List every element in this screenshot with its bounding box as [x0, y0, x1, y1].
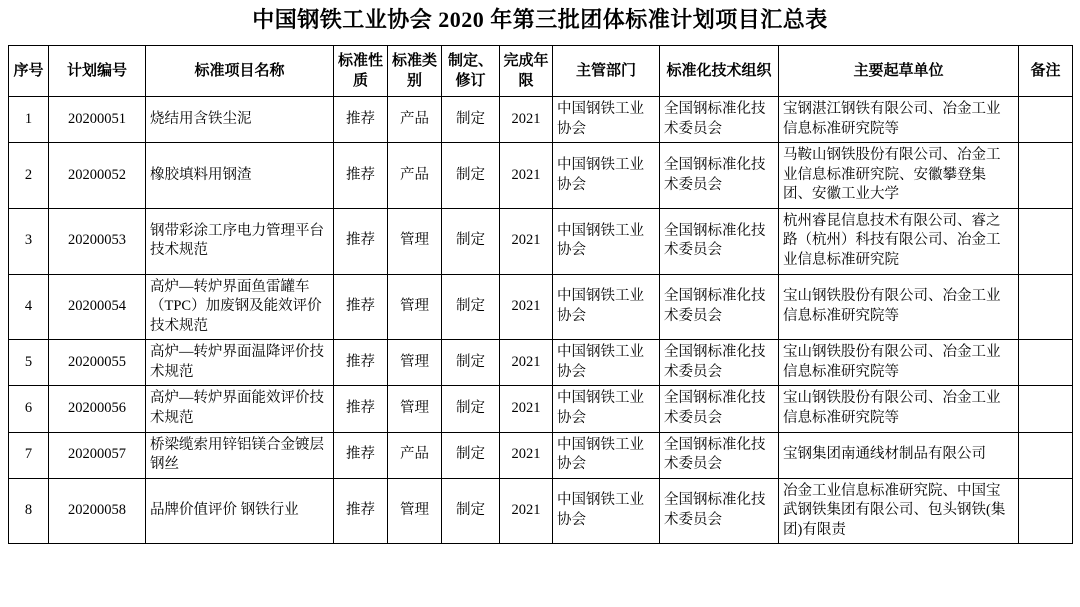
table-row — [9, 143, 1073, 209]
cell-year: 2021 — [500, 340, 553, 386]
column-header-drafter: 主要起草单位 — [779, 45, 1019, 97]
cell-year: 2021 — [500, 208, 553, 274]
cell-nature: 推荐 — [334, 386, 388, 432]
cell-dept: 中国钢铁工业协会 — [553, 97, 660, 143]
cell-nature: 推荐 — [334, 97, 388, 143]
cell-seq: 3 — [9, 208, 49, 274]
cell-nature: 推荐 — [334, 274, 388, 340]
cell-drafter: 马鞍山钢铁股份有限公司、冶金工业信息标准研究院、安徽攀登集团、安徽工业大学 — [779, 143, 1019, 209]
cell-name: 高炉—转炉界面温降评价技术规范 — [146, 340, 334, 386]
cell-code: 20200052 — [49, 143, 146, 209]
cell-drafter: 杭州睿昆信息技术有限公司、睿之路（杭州）科技有限公司、冶金工业信息标准研究院 — [779, 208, 1019, 274]
cell-tech: 全国钢标准化技术委员会 — [660, 97, 779, 143]
standards-plan-table — [8, 45, 1073, 545]
cell-tech: 全国钢标准化技术委员会 — [660, 208, 779, 274]
cell-dept: 中国钢铁工业协会 — [553, 478, 660, 544]
cell-tech: 全国钢标准化技术委员会 — [660, 478, 779, 544]
cell-making: 制定 — [442, 208, 500, 274]
cell-category: 管理 — [388, 208, 442, 274]
cell-dept: 中国钢铁工业协会 — [553, 274, 660, 340]
cell-making: 制定 — [442, 386, 500, 432]
cell-code: 20200055 — [49, 340, 146, 386]
cell-code: 20200051 — [49, 97, 146, 143]
cell-dept: 中国钢铁工业协会 — [553, 340, 660, 386]
cell-drafter: 宝山钢铁股份有限公司、冶金工业信息标准研究院等 — [779, 340, 1019, 386]
cell-code: 20200054 — [49, 274, 146, 340]
cell-nature: 推荐 — [334, 143, 388, 209]
cell-making: 制定 — [442, 432, 500, 478]
cell-making: 制定 — [442, 143, 500, 209]
cell-drafter: 冶金工业信息标准研究院、中国宝武钢铁集团有限公司、包头钢铁(集团)有限责 — [779, 478, 1019, 544]
column-header-year: 完成年限 — [500, 45, 553, 97]
cell-tech: 全国钢标准化技术委员会 — [660, 274, 779, 340]
cell-code: 20200057 — [49, 432, 146, 478]
cell-remark — [1019, 478, 1073, 544]
column-header-remark: 备注 — [1019, 45, 1073, 97]
cell-code: 20200058 — [49, 478, 146, 544]
cell-code: 20200056 — [49, 386, 146, 432]
cell-dept: 中国钢铁工业协会 — [553, 143, 660, 209]
cell-nature: 推荐 — [334, 340, 388, 386]
column-header-making: 制定、修订 — [442, 45, 500, 97]
table-row — [9, 478, 1073, 544]
cell-year: 2021 — [500, 143, 553, 209]
table-row — [9, 97, 1073, 143]
cell-nature: 推荐 — [334, 432, 388, 478]
cell-making: 制定 — [442, 274, 500, 340]
cell-category: 管理 — [388, 386, 442, 432]
cell-nature: 推荐 — [334, 478, 388, 544]
cell-nature: 推荐 — [334, 208, 388, 274]
cell-tech: 全国钢标准化技术委员会 — [660, 143, 779, 209]
page-title: 中国钢铁工业协会 2020 年第三批团体标准计划项目汇总表 — [252, 7, 828, 32]
cell-code: 20200053 — [49, 208, 146, 274]
cell-making: 制定 — [442, 478, 500, 544]
cell-category: 管理 — [388, 340, 442, 386]
cell-year: 2021 — [500, 432, 553, 478]
column-header-nature: 标准性质 — [334, 45, 388, 97]
cell-remark — [1019, 143, 1073, 209]
cell-name: 橡胶填料用钢渣 — [146, 143, 334, 209]
cell-name: 高炉—转炉界面鱼雷罐车（TPC）加废钢及能效评价技术规范 — [146, 274, 334, 340]
cell-seq: 6 — [9, 386, 49, 432]
cell-remark — [1019, 208, 1073, 274]
table-header-row — [9, 45, 1073, 97]
cell-making: 制定 — [442, 97, 500, 143]
cell-seq: 7 — [9, 432, 49, 478]
cell-tech: 全国钢标准化技术委员会 — [660, 340, 779, 386]
cell-category: 管理 — [388, 274, 442, 340]
cell-seq: 1 — [9, 97, 49, 143]
cell-seq: 8 — [9, 478, 49, 544]
cell-remark — [1019, 97, 1073, 143]
cell-category: 产品 — [388, 97, 442, 143]
cell-year: 2021 — [500, 274, 553, 340]
cell-category: 产品 — [388, 432, 442, 478]
table-row — [9, 274, 1073, 340]
cell-name: 品牌价值评价 钢铁行业 — [146, 478, 334, 544]
table-row — [9, 386, 1073, 432]
table-row — [9, 208, 1073, 274]
cell-dept: 中国钢铁工业协会 — [553, 432, 660, 478]
cell-seq: 5 — [9, 340, 49, 386]
cell-dept: 中国钢铁工业协会 — [553, 386, 660, 432]
cell-remark — [1019, 386, 1073, 432]
cell-name: 高炉—转炉界面能效评价技术规范 — [146, 386, 334, 432]
cell-tech: 全国钢标准化技术委员会 — [660, 432, 779, 478]
cell-category: 管理 — [388, 478, 442, 544]
cell-year: 2021 — [500, 97, 553, 143]
cell-drafter: 宝山钢铁股份有限公司、冶金工业信息标准研究院等 — [779, 386, 1019, 432]
column-header-category: 标准类别 — [388, 45, 442, 97]
cell-category: 产品 — [388, 143, 442, 209]
cell-remark — [1019, 274, 1073, 340]
cell-tech: 全国钢标准化技术委员会 — [660, 386, 779, 432]
table-row — [9, 432, 1073, 478]
cell-remark — [1019, 340, 1073, 386]
column-header-name: 标准项目名称 — [146, 45, 334, 97]
cell-dept: 中国钢铁工业协会 — [553, 208, 660, 274]
column-header-code: 计划编号 — [49, 45, 146, 97]
table-row — [9, 340, 1073, 386]
cell-year: 2021 — [500, 386, 553, 432]
cell-drafter: 宝山钢铁股份有限公司、冶金工业信息标准研究院等 — [779, 274, 1019, 340]
cell-seq: 4 — [9, 274, 49, 340]
cell-drafter: 宝钢湛江钢铁有限公司、冶金工业信息标准研究院等 — [779, 97, 1019, 143]
cell-seq: 2 — [9, 143, 49, 209]
cell-name: 钢带彩涂工序电力管理平台技术规范 — [146, 208, 334, 274]
column-header-tech: 标准化技术组织 — [660, 45, 779, 97]
cell-making: 制定 — [442, 340, 500, 386]
cell-remark — [1019, 432, 1073, 478]
cell-name: 烧结用含铁尘泥 — [146, 97, 334, 143]
column-header-seq: 序号 — [9, 45, 49, 97]
cell-year: 2021 — [500, 478, 553, 544]
column-header-dept: 主管部门 — [553, 45, 660, 97]
cell-name: 桥梁缆索用锌铝镁合金镀层钢丝 — [146, 432, 334, 478]
cell-drafter: 宝钢集团南通线材制品有限公司 — [779, 432, 1019, 478]
